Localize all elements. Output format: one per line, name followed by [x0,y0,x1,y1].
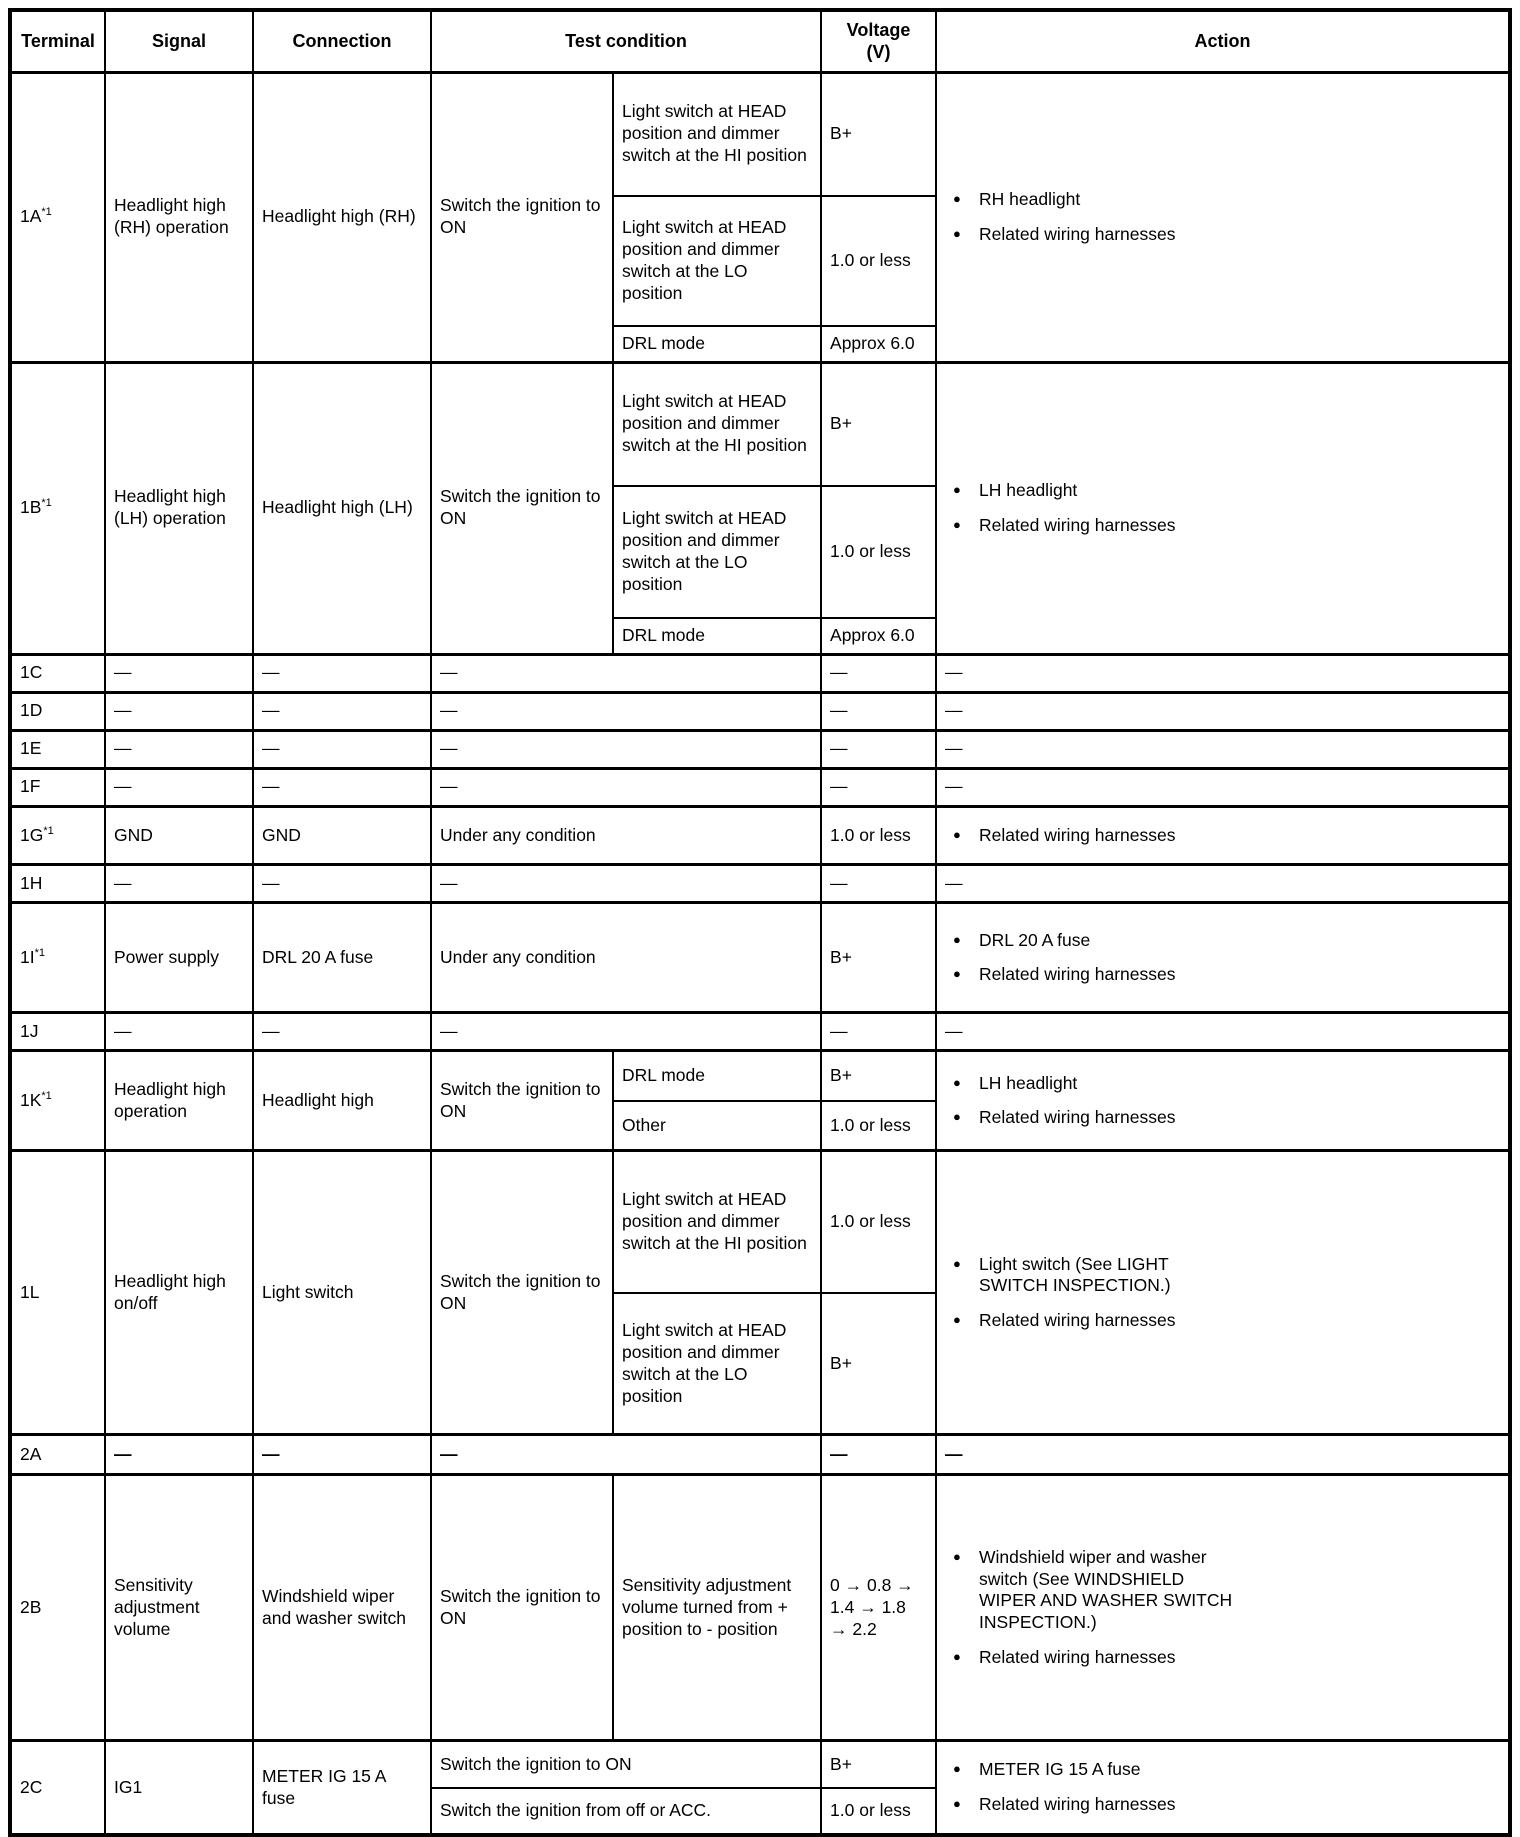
action-cell [936,806,1510,865]
connection-cell: — [253,1435,431,1475]
action-list [945,1547,1500,1669]
connection-cell: — [253,865,431,903]
row-1h [10,865,1510,903]
connection-cell: Windshield wiper and washer switch [253,1475,431,1741]
terminal-cell: 2A [10,1435,105,1475]
col-header-test-condition: Test condition [431,10,821,72]
action-list [945,930,1500,987]
signal-cell: — [105,768,253,806]
action-cell: — [936,654,1510,692]
header-row [10,10,1510,72]
terminal-cell: 1E [10,730,105,768]
action-item: ● Related wiring harnesses [951,224,1234,246]
test-cell: Switch the ignition to ON [431,1741,821,1788]
row-1d [10,692,1510,730]
test-main-cell: Switch the ignition to ON [431,362,613,654]
connection-cell: Light switch [253,1151,431,1435]
voltage-cell: 0 → 0.8 → 1.4 → 1.8 → 2.2 [821,1475,936,1741]
signal-cell: — [105,1435,253,1475]
action-cell: — [936,692,1510,730]
col-header-action: Action [936,10,1510,72]
test-cell: — [431,654,821,692]
connection-cell: Headlight high [253,1051,431,1151]
signal-cell: IG1 [105,1741,253,1835]
col-header-voltage [821,10,936,72]
test-sub-cell: DRL mode [613,1051,821,1101]
test-main-cell: Switch the ignition to ON [431,72,613,362]
action-cell [936,1151,1510,1435]
terminal-cell: 1F [10,768,105,806]
action-item: ● Light switch (See LIGHT SWITCH INSPECTION.) [951,1254,1234,1298]
signal-cell: Headlight high (LH) operation [105,362,253,654]
voltage-header-line2: (V) [866,42,891,63]
voltage-cell: Approx 6.0 [821,618,936,654]
signal-cell: Headlight high operation [105,1051,253,1151]
signal-cell: Headlight high (RH) operation [105,72,253,362]
action-cell [936,362,1510,654]
action-item: ● Related wiring harnesses [951,515,1234,537]
action-item: ● LH headlight [951,1073,1234,1095]
action-item: ● RH headlight [951,189,1234,211]
action-cell: — [936,1435,1510,1475]
terminal-cell: 2B [10,1475,105,1741]
row-1a [10,72,1510,196]
test-sub-cell: Light switch at HEAD position and dimmer switch at the HI position [613,72,821,196]
connection-cell: METER IG 15 A fuse [253,1741,431,1835]
terminal-cell [10,806,105,865]
action-item: ● Related wiring harnesses [951,1794,1234,1816]
voltage-cell: — [821,654,936,692]
signal-cell: — [105,730,253,768]
test-main-cell: Switch the ignition to ON [431,1151,613,1435]
action-item: ● Related wiring harnesses [951,1647,1234,1669]
signal-cell: GND [105,806,253,865]
test-sub-cell: DRL mode [613,618,821,654]
terminal-footnote: *1 [41,497,52,510]
signal-cell: — [105,1013,253,1051]
col-header-terminal: Terminal [10,10,105,72]
row-1k [10,1051,1510,1101]
voltage-cell: B+ [821,1293,936,1435]
terminal-cell [10,903,105,1013]
terminal-cell: 1J [10,1013,105,1051]
connection-cell: — [253,654,431,692]
action-list [945,1073,1500,1130]
voltage-cell: B+ [821,362,936,486]
action-cell [936,903,1510,1013]
test-sub-cell: Other [613,1101,821,1151]
voltage-cell: 1.0 or less [821,196,936,326]
voltage-cell: — [821,730,936,768]
action-list [945,1759,1500,1816]
test-sub-cell: Light switch at HEAD position and dimmer switch at the HI position [613,362,821,486]
voltage-cell: — [821,1435,936,1475]
test-sub-cell: DRL mode [613,326,821,362]
test-sub-cell: Light switch at HEAD position and dimmer switch at the LO position [613,196,821,326]
terminal-cell [10,72,105,362]
action-cell: — [936,730,1510,768]
row-1e [10,730,1510,768]
test-cell: Under any condition [431,903,821,1013]
action-item: ● Related wiring harnesses [951,1107,1234,1129]
test-cell: Switch the ignition from off or ACC. [431,1788,821,1835]
voltage-cell: 1.0 or less [821,486,936,618]
action-item: ● METER IG 15 A fuse [951,1759,1234,1781]
test-cell: — [431,730,821,768]
col-header-signal: Signal [105,10,253,72]
terminal-cell [10,1051,105,1151]
test-sub-cell: Light switch at HEAD position and dimmer switch at the HI position [613,1151,821,1293]
test-sub-cell: Sensitivity adjustment volume turned from + position to - position [613,1475,821,1741]
connection-cell: — [253,692,431,730]
terminal-cell: 2C [10,1741,105,1835]
row-1g [10,806,1510,865]
connection-cell: — [253,768,431,806]
voltage-header-line1: Voltage [846,19,911,40]
action-cell [936,72,1510,362]
action-list [945,825,1500,847]
action-list [945,1254,1500,1333]
signal-cell: Sensitivity adjustment volume [105,1475,253,1741]
row-2a [10,1435,1510,1475]
terminal-footnote: *1 [34,947,46,960]
terminal-cell: 1L [10,1151,105,1435]
connection-cell: — [253,730,431,768]
terminal-footnote: *1 [41,1090,52,1103]
test-cell: — [431,768,821,806]
action-item: ● Windshield wiper and washer switch (See WINDSHIELD WIPER AND WASHER SWITCH INSPECTION.) [951,1547,1234,1635]
voltage-cell: 1.0 or less [821,1788,936,1835]
voltage-cell: Approx 6.0 [821,326,936,362]
terminal-cell [10,362,105,654]
row-1b [10,362,1510,486]
row-1j [10,1013,1510,1051]
voltage-cell: B+ [821,1051,936,1101]
col-header-connection: Connection [253,10,431,72]
test-cell: — [431,865,821,903]
signal-cell: — [105,692,253,730]
test-main-cell: Switch the ignition to ON [431,1051,613,1151]
voltage-cell: B+ [821,1741,936,1788]
action-list [945,189,1500,246]
voltage-cell: 1.0 or less [821,1101,936,1151]
test-cell: — [431,1435,821,1475]
test-cell: Under any condition [431,806,821,865]
action-item: ● Related wiring harnesses [951,825,1234,847]
test-main-cell: Switch the ignition to ON [431,1475,613,1741]
terminal-cell: 1D [10,692,105,730]
signal-cell: — [105,865,253,903]
action-cell: — [936,768,1510,806]
action-cell [936,1741,1510,1835]
terminal-id: 1K [20,1089,42,1110]
connection-cell: Headlight high (LH) [253,362,431,654]
action-item: ● Related wiring harnesses [951,1310,1234,1332]
test-cell: — [431,692,821,730]
terminal-cell: 1C [10,654,105,692]
connection-cell: DRL 20 A fuse [253,903,431,1013]
action-cell: — [936,865,1510,903]
signal-cell: Power supply [105,903,253,1013]
row-1c [10,654,1510,692]
terminal-id: 1A [20,206,42,227]
voltage-cell: 1.0 or less [821,806,936,865]
connection-cell: — [253,1013,431,1051]
signal-cell: — [105,654,253,692]
action-item: ● Related wiring harnesses [951,964,1234,986]
connection-cell: Headlight high (RH) [253,72,431,362]
terminal-cell: 1H [10,865,105,903]
row-2c [10,1741,1510,1788]
terminal-id: 1G [20,824,44,845]
row-2b [10,1475,1510,1741]
action-item: ● DRL 20 A fuse [951,930,1234,952]
voltage-cell: — [821,768,936,806]
row-1l [10,1151,1510,1293]
voltage-cell: B+ [821,903,936,1013]
row-1f [10,768,1510,806]
test-cell: — [431,1013,821,1051]
terminal-id: 1B [20,497,42,518]
action-list [945,480,1500,537]
terminal-voltage-table [8,8,1512,1837]
terminal-footnote: *1 [43,824,54,837]
voltage-cell: 1.0 or less [821,1151,936,1293]
test-sub-cell: Light switch at HEAD position and dimmer switch at the LO position [613,1293,821,1435]
terminal-id: 1I [20,946,35,967]
voltage-cell: — [821,1013,936,1051]
action-cell [936,1051,1510,1151]
voltage-cell: — [821,865,936,903]
signal-cell: Headlight high on/off [105,1151,253,1435]
voltage-cell: B+ [821,72,936,196]
action-item: ● LH headlight [951,480,1234,502]
terminal-footnote: *1 [41,206,52,219]
action-cell: — [936,1013,1510,1051]
row-1i [10,903,1510,1013]
test-sub-cell: Light switch at HEAD position and dimmer switch at the LO position [613,486,821,618]
connection-cell: GND [253,806,431,865]
action-cell [936,1475,1510,1741]
voltage-cell: — [821,692,936,730]
